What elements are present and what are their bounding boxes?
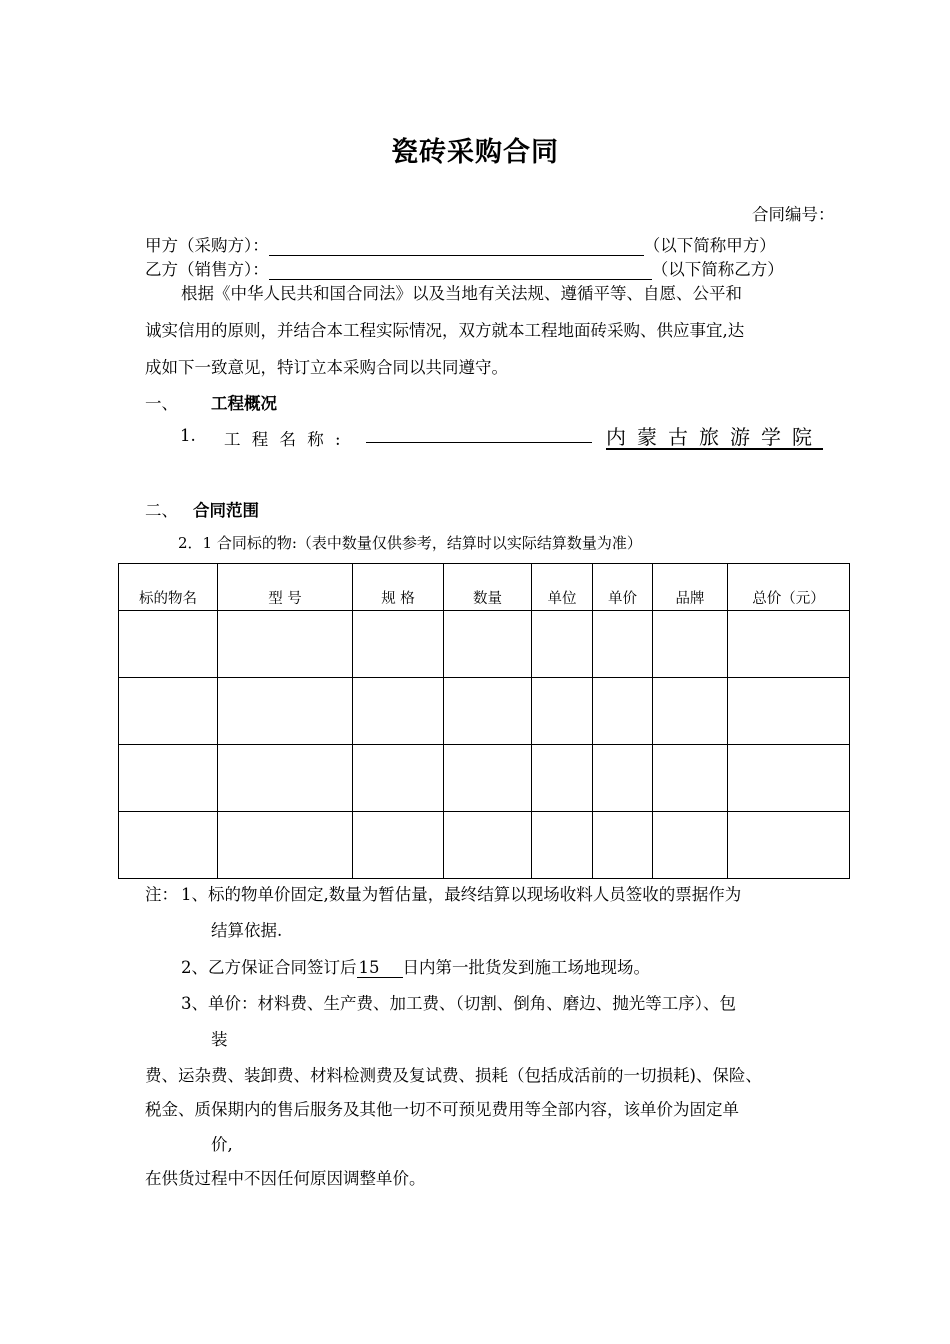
header-unit-price: 单价 (593, 564, 653, 611)
table-cell[interactable] (728, 611, 850, 678)
note-2-line (181, 954, 650, 978)
table-cell[interactable] (353, 611, 444, 678)
section-2-title: 合同范围 (193, 501, 259, 520)
header-quantity: 数量 (444, 564, 532, 611)
table-cell[interactable] (353, 745, 444, 812)
table-cell[interactable] (593, 611, 653, 678)
table-row (119, 745, 850, 812)
section-1-title: 工程概况 (211, 394, 277, 413)
item-1-number: 1. (180, 426, 196, 445)
party-b-suffix: （以下简称乙方） (651, 260, 784, 279)
table-cell[interactable] (728, 812, 850, 879)
intro-line-3: 成如下一致意见，特订立本采购合同以共同遵守。 (145, 358, 508, 377)
table-cell[interactable] (532, 611, 593, 678)
table-cell[interactable] (728, 745, 850, 812)
table-cell[interactable] (218, 611, 353, 678)
table-cell[interactable] (532, 745, 593, 812)
project-name-label: 工 程 名 称 : (224, 430, 344, 449)
note-2-after: 日内第一批货发到施工场地现场。 (402, 958, 650, 977)
note-2-days: 15 (357, 958, 403, 978)
table-cell[interactable] (593, 678, 653, 745)
table-cell[interactable] (653, 745, 728, 812)
table-cell[interactable] (218, 745, 353, 812)
table-cell[interactable] (119, 812, 218, 879)
header-spec: 规 格 (353, 564, 444, 611)
party-a-line (145, 232, 776, 256)
header-brand: 品牌 (653, 564, 728, 611)
table-cell[interactable] (218, 678, 353, 745)
party-a-label: 甲方（采购方）： (145, 236, 269, 255)
table-cell[interactable] (653, 611, 728, 678)
table-cell[interactable] (119, 745, 218, 812)
note-2-before: 2、乙方保证合同签订后 (181, 958, 357, 977)
table-row (119, 812, 850, 879)
contract-number-label: 合同编号： (752, 205, 835, 224)
note-1-line-2: 结算依据. (211, 921, 283, 940)
party-b-blank[interactable] (269, 262, 652, 280)
header-total-price: 总价（元） (728, 564, 850, 611)
table-cell[interactable] (218, 812, 353, 879)
table-cell[interactable] (353, 678, 444, 745)
table-cell[interactable] (119, 678, 218, 745)
document-title: 瓷砖采购合同 (391, 137, 559, 168)
note-3-line-4: 税金、质保期内的售后服务及其他一切不可预见费用等全部内容，该单价为固定单 (145, 1100, 739, 1119)
note-3-line-6: 在供货过程中不因任何原因调整单价。 (145, 1169, 426, 1188)
party-a-suffix: （以下简称甲方） (643, 236, 776, 255)
project-name-value: 内蒙古旅游学院 (606, 425, 823, 449)
notes-prefix: 注： (145, 885, 178, 904)
table-cell[interactable] (728, 678, 850, 745)
table-cell[interactable] (532, 812, 593, 879)
note-3-line-2: 装 (211, 1030, 228, 1049)
table-cell[interactable] (119, 611, 218, 678)
table-cell[interactable] (532, 678, 593, 745)
table-header-row (119, 564, 850, 611)
note-1-line-1: 1、标的物单价固定,数量为暂估量，最终结算以现场收料人员签收的票据作为 (181, 885, 742, 904)
party-a-blank[interactable] (269, 238, 644, 256)
party-b-line (145, 256, 784, 280)
section-2-number: 二、 (145, 501, 178, 520)
project-name-blank[interactable] (366, 424, 592, 443)
header-unit: 单位 (532, 564, 593, 611)
intro-line-1: 根据《中华人民共和国合同法》以及当地有关法规、遵循平等、自愿、公平和 (181, 284, 742, 303)
table-cell[interactable] (353, 812, 444, 879)
table-row (119, 611, 850, 678)
table-cell[interactable] (653, 812, 728, 879)
item-2-1-text: 2．1 合同标的物:（表中数量仅供参考，结算时以实际结算数量为准） (178, 534, 642, 552)
intro-line-2: 诚实信用的原则，并结合本工程实际情况，双方就本工程地面砖采购、供应事宜,达 (145, 321, 745, 340)
table-row (119, 678, 850, 745)
table-cell[interactable] (444, 745, 532, 812)
table-cell[interactable] (444, 678, 532, 745)
note-3-line-1: 3、单价：材料费、生产费、加工费、（切割、倒角、磨边、抛光等工序）、包 (181, 994, 736, 1013)
note-3-line-3: 费、运杂费、装卸费、材料检测费及复试费、损耗（包括成活前的一切损耗)、保险、 (145, 1066, 762, 1085)
header-item-name: 标的物名 (119, 564, 218, 611)
goods-table (118, 563, 850, 879)
party-b-label: 乙方（销售方）： (145, 260, 269, 279)
note-3-line-5: 价, (211, 1135, 233, 1154)
section-1-number: 一、 (145, 394, 178, 413)
table-cell[interactable] (653, 678, 728, 745)
table-cell[interactable] (444, 812, 532, 879)
table-cell[interactable] (444, 611, 532, 678)
table-cell[interactable] (593, 812, 653, 879)
table-cell[interactable] (593, 745, 653, 812)
header-model: 型 号 (218, 564, 353, 611)
